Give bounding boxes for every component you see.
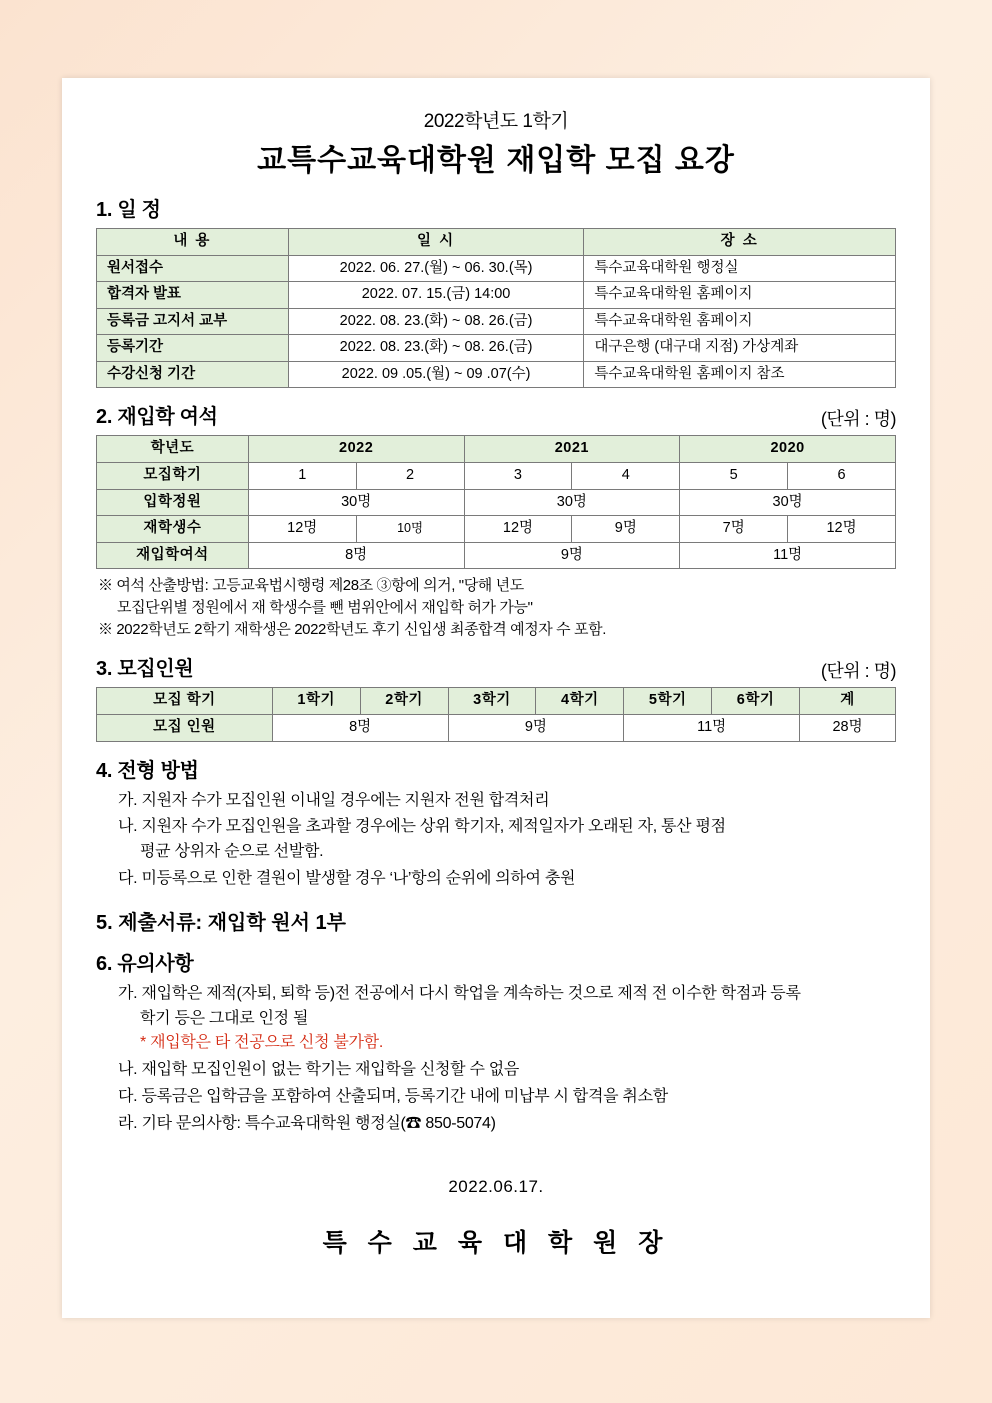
list-item (96, 789, 896, 814)
document-signer: 특 수 교 육 대 학 원 장 (322, 1228, 670, 1257)
section-2-unit: (단위 : 명) (820, 409, 896, 430)
quota-cell: 30명 (680, 489, 896, 516)
remaining-cell: 8명 (248, 542, 464, 569)
section-2-heading: 2. 재입학 여석 (96, 406, 218, 429)
list-item-text: 가. 지원자 수가 모집인원 이내일 경우에는 지원자 전원 합격처리 (118, 791, 550, 809)
note-line: ※ 여석 산출방법: 고등교육법시행령 제28조 ③항에 의거, "당해 년도 (98, 577, 524, 595)
section-6-list (96, 982, 896, 1137)
enrolled-cell: 12명 (788, 516, 896, 543)
semester-cell: 4 (572, 462, 680, 489)
list-item (96, 867, 896, 892)
note-line: 모집단위별 정원에서 재 학생수를 뺀 범위안에서 재입학 허가 가능" (117, 598, 533, 616)
schedule-place: 특수교육대학원 홈페이지 (584, 308, 896, 335)
row-label: 재입학여석 (97, 542, 249, 569)
semester-header: 2학기 (360, 688, 448, 715)
list-item (96, 1112, 896, 1137)
list-item (96, 982, 896, 1056)
table-row (97, 282, 896, 309)
quota-cell: 30명 (464, 489, 680, 516)
section-2-notes (98, 575, 896, 640)
column-header: 장 소 (584, 229, 896, 256)
schedule-date: 2022. 08. 23.(화) ~ 08. 26.(금) (288, 308, 584, 335)
schedule-date: 2022. 06. 27.(월) ~ 06. 30.(목) (288, 255, 584, 282)
section-3-heading: 3. 모집인원 (96, 658, 194, 681)
count-cell: 8명 (272, 715, 448, 742)
list-item-continuation: 학기 등은 그대로 인정 될 (140, 1009, 309, 1027)
semester-header: 3학기 (448, 688, 536, 715)
count-cell: 11명 (624, 715, 800, 742)
semester-header: 6학기 (712, 688, 800, 715)
remaining-cell: 9명 (464, 542, 680, 569)
semester-header: 4학기 (536, 688, 624, 715)
table-row (97, 361, 896, 388)
remaining-cell: 11명 (680, 542, 896, 569)
schedule-item: 등록기간 (97, 335, 289, 362)
schedule-date: 2022. 07. 15.(금) 14:00 (288, 282, 584, 309)
schedule-date: 2022. 09 .05.(월) ~ 09 .07(수) (288, 361, 584, 388)
table-row (97, 308, 896, 335)
column-header: 일 시 (288, 229, 584, 256)
document-page (62, 78, 930, 1318)
quota-cell: 30명 (248, 489, 464, 516)
table-row (97, 436, 896, 463)
table-row (97, 335, 896, 362)
list-item (96, 815, 896, 865)
section-3-unit: (단위 : 명) (820, 661, 896, 682)
list-item-text: 나. 지원자 수가 모집인원을 초과할 경우에는 상위 학기자, 제적일자가 오래된 자, 통산 평점 (118, 818, 726, 836)
section-4-list (96, 789, 896, 892)
total-header: 계 (800, 688, 896, 715)
row-label: 재학생수 (97, 516, 249, 543)
semester-cell: 5 (680, 462, 788, 489)
year-2020: 2020 (680, 436, 896, 463)
document-date: 2022.06.17. (448, 1176, 544, 1196)
list-item-text: 다. 등록금은 입학금을 포함하여 산출되며, 등록기간 내에 미납부 시 합격을 취소함 (118, 1087, 668, 1105)
section-6-heading: 6. 유의사항 (96, 952, 194, 975)
page-title: 교특수교육대학원 재입학 모집 요강 (257, 144, 735, 177)
warning-note (118, 1031, 896, 1056)
row-label: 모집학기 (97, 462, 249, 489)
note-line: ※ 2022학년도 2학기 재학생은 2022학년도 후기 신입생 최종합격 예정자 수 포함. (98, 620, 606, 638)
semester-cell: 2 (356, 462, 464, 489)
document-subtitle: 2022학년도 1학기 (423, 111, 569, 132)
document-body (62, 78, 930, 1259)
warning-prefix: * 재입학은 (140, 1034, 215, 1052)
column-header: 내 용 (97, 229, 289, 256)
table-row (97, 516, 896, 543)
vacancy-table (96, 435, 896, 569)
list-item (96, 1085, 896, 1110)
row-label: 입학정원 (97, 489, 249, 516)
schedule-item: 등록금 고지서 교부 (97, 308, 289, 335)
year-2022: 2022 (248, 436, 464, 463)
semester-cell: 6 (788, 462, 896, 489)
section-5-heading: 5. 제출서류: 재입학 원서 1부 (96, 911, 346, 934)
total-cell: 28명 (800, 715, 896, 742)
schedule-place: 특수교육대학원 홈페이지 참조 (584, 361, 896, 388)
schedule-item: 수강신청 기간 (97, 361, 289, 388)
schedule-place: 대구은행 (대구대 지점) 가상계좌 (584, 335, 896, 362)
enrolled-cell: 9명 (572, 516, 680, 543)
schedule-place: 특수교육대학원 행정실 (584, 255, 896, 282)
section-2-header (96, 388, 896, 435)
semester-cell: 3 (464, 462, 572, 489)
table-row (97, 688, 896, 715)
section-1-heading: 1. 일 정 (96, 199, 161, 221)
table-header-row (97, 229, 896, 256)
schedule-item: 원서접수 (97, 255, 289, 282)
list-item (96, 1058, 896, 1083)
section-3-header (96, 640, 896, 687)
enrolled-cell: 12명 (464, 516, 572, 543)
row-label: 모집 학기 (97, 688, 273, 715)
enrolled-cell: 7명 (680, 516, 788, 543)
semester-cell: 1 (248, 462, 356, 489)
list-item-text: 라. 기타 문의사항: 특수교육대학원 행정실(☎ 850-5074) (118, 1114, 496, 1132)
table-row (97, 542, 896, 569)
enrolled-cell: 12명 (248, 516, 356, 543)
count-cell: 9명 (448, 715, 624, 742)
list-item-text: 나. 재입학 모집인원이 없는 학기는 재입학을 신청할 수 없음 (118, 1061, 520, 1079)
list-item-text: 가. 재입학은 제적(자퇴, 퇴학 등)전 전공에서 다시 학업을 계속하는 것으로 제적 전 이수한 학점과 등록 (118, 984, 801, 1002)
row-label: 학년도 (97, 436, 249, 463)
table-row (97, 255, 896, 282)
schedule-table (96, 228, 896, 388)
section-4-heading: 4. 전형 방법 (96, 759, 199, 782)
list-item-text: 다. 미등록으로 인한 결원이 발생할 경우 ‘나’항의 순위에 의하여 충원 (118, 869, 576, 887)
schedule-item: 합격자 발표 (97, 282, 289, 309)
enrolled-cell: 10명 (356, 516, 464, 543)
recruitment-table (96, 687, 896, 741)
semester-header: 1학기 (272, 688, 360, 715)
row-label: 모집 인원 (97, 715, 273, 742)
table-row (97, 462, 896, 489)
year-2021: 2021 (464, 436, 680, 463)
document-title-block (96, 106, 896, 179)
list-item-continuation: 평균 상위자 순으로 선발함. (140, 843, 324, 861)
schedule-place: 특수교육대학원 홈페이지 (584, 282, 896, 309)
warning-emphasis: 타 전공으로 신청 불가함. (214, 1034, 383, 1052)
semester-header: 5학기 (624, 688, 712, 715)
table-row (97, 715, 896, 742)
schedule-date: 2022. 08. 23.(화) ~ 08. 26.(금) (288, 335, 584, 362)
table-row (97, 489, 896, 516)
